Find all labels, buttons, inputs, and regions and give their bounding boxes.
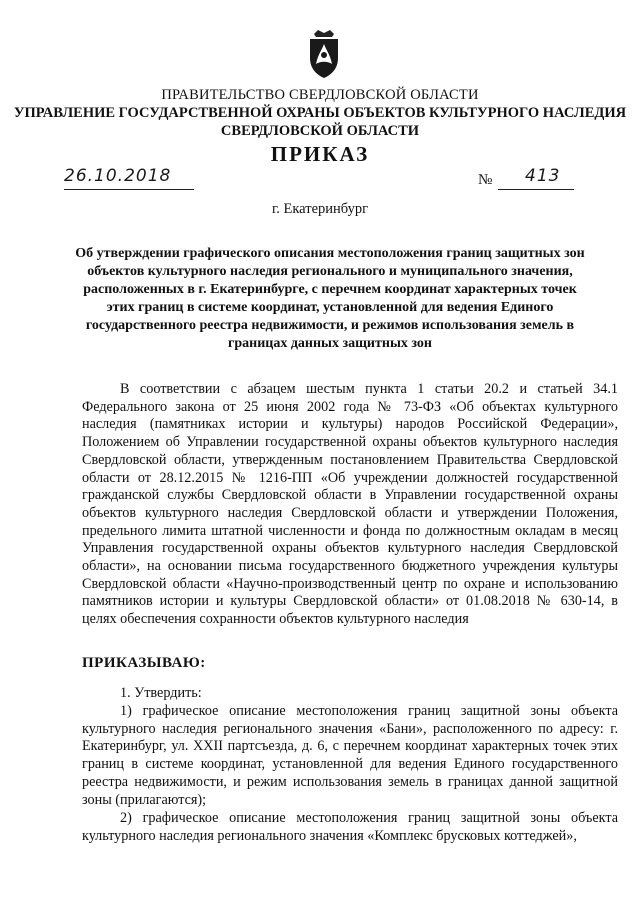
order-subitem-2: 2) графическое описание местоположения границ защитной зоны объекта культурного наследия регионального значения «Комплекс брусковых коттеджей», xyxy=(82,810,618,844)
city: г. Екатеринбург xyxy=(271,201,369,217)
order-number-value: 413 xyxy=(525,166,561,186)
department-name-line1: УПРАВЛЕНИЕ ГОСУДАРСТВЕННОЙ ОХРАНЫ ОБЪЕКТОВ КУЛЬТУРНОГО НАСЛЕДИЯ xyxy=(13,105,627,121)
preamble-paragraph: В соответствии с абзацем шестым пункта 1 статьи 20.2 и статьей 34.1 Федерального закона от 25 июня 2002 года № 73-ФЗ «Об объектах культурного наследия (памятниках истории и культуры) народов Российской Федерации», Положением об Управлении государственной охраны объектов культурного наследия Свердловской области, утвержденным постановлением Правительства Свердловской области от 28.12.2015 № 1216-ПП «Об учреждении должностей государственной гражданской службы Свердловской области в Управлении государственной охраны объектов культурного наследия Свердловской области и утверждении Положения, предельного лимита штатной численности и фонда по должностным окладам в месяц Управления государственной охраны объектов культурного наследия Свердловской области», на основании письма государственного бюджетного учреждения культуры Свердловской области «Научно-производственный центр по охране и использованию памятников истории и культуры Свердловской области» от 01.08.2018 № 630-14, в целях обеспечения сохранности объектов культурного наследия xyxy=(82,381,618,628)
order-subitem-1: 1) графическое описание местоположения границ защитной зоны объекта культурного наследия регионального значения «Бани», расположенного по адресу: г. Екатеринбург, ул. XXII партсъезда, д. 6, с перечнем координат характерных точек этих границ в системе координат, установленной для ведения Единого государственного реестра недвижимости, и режим использования земель в границах данной защитной зоны (прилагаются); xyxy=(82,703,618,808)
date-underline xyxy=(64,189,194,190)
decree-word: ПРИКАЗЫВАЮ: xyxy=(82,655,206,671)
document-title: ПРИКАЗ xyxy=(270,142,370,166)
order-number-label: № xyxy=(478,172,493,188)
department-name-line2: СВЕРДЛОВСКОЙ ОБЛАСТИ xyxy=(220,123,420,139)
government-name: ПРАВИТЕЛЬСТВО СВЕРДЛОВСКОЙ ОБЛАСТИ xyxy=(161,87,479,103)
coat-of-arms-icon xyxy=(304,28,344,80)
order-item-1: 1. Утвердить: xyxy=(120,685,202,701)
order-subject: Об утверждении графического описания местоположения границ защитных зон объектов культурного наследия регионального и муниципального значения, расположенных в г. Екатеринбурге, с перечнем координат характерных точек этих границ в системе координат, установленной для ведения Единого государственного реестра недвижимости, и режимов использования земель в границах данных защитных зон xyxy=(75,246,585,351)
department-name xyxy=(0,104,640,140)
order-date-value: 26.10.2018 xyxy=(64,166,172,186)
order-date xyxy=(64,166,194,190)
number-underline xyxy=(498,189,574,190)
